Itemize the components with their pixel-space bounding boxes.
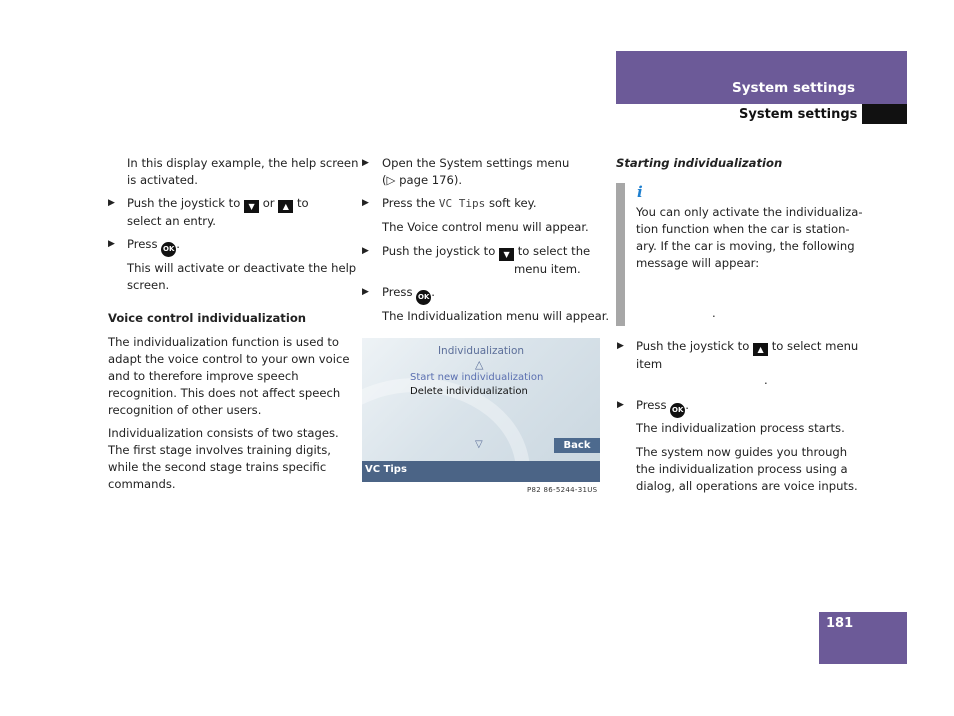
bullet-icon: ▶	[617, 341, 624, 351]
arrow-up-icon: ▲	[753, 343, 768, 356]
menu-item-delete: Delete individualization	[410, 386, 528, 397]
step-result: The Individualization menu will appear.	[382, 309, 610, 323]
step-press-ok: Press OK .	[127, 236, 180, 257]
screen-title: Individualization	[437, 345, 525, 357]
bullet-icon: ▶	[362, 246, 369, 256]
bullet-icon: ▶	[108, 239, 115, 249]
step-result: The Voice control menu will appear.	[382, 220, 589, 234]
menu-item-start: Start new individualization	[410, 372, 544, 383]
step-press-ok: Press OK .	[382, 284, 435, 305]
arrow-down-icon: ▼	[499, 248, 514, 261]
scroll-up-icon: △	[475, 358, 484, 371]
intro-text: In this display example, the help screen is activated.	[127, 156, 359, 187]
step-open-menu: Open the System settings menu (▷ page 176).	[382, 156, 570, 187]
bullet-icon: ▶	[108, 198, 115, 208]
note-text: You can only activate the individualiza- tion function when the car is station- ary. If the car is moving, the following message will appear:	[636, 205, 863, 270]
ok-icon: OK	[161, 242, 176, 257]
section-marker	[862, 104, 907, 124]
section-title: System settings	[739, 107, 858, 122]
step-result: This will activate or deactivate the help screen.	[127, 261, 357, 292]
voice-control-heading: Voice control individualization	[108, 311, 307, 325]
softkey-bar	[362, 461, 600, 482]
step-select-item: Push the joystick to ▼ to select the menu item.	[382, 244, 591, 276]
figure-reference: P82 86-5244-31US	[527, 486, 598, 494]
voice-control-paragraph: The individualization function is used to adapt the voice control to your own voice and to therefore improve speech recognition. This does not affect speech recognition of other users.	[108, 335, 350, 417]
bullet-icon: ▶	[362, 198, 369, 208]
info-icon: i	[637, 183, 643, 201]
ok-icon: OK	[416, 290, 431, 305]
step-result: The individualization process starts.	[636, 421, 845, 435]
bullet-icon: ▶	[362, 287, 369, 297]
display-screenshot	[362, 338, 600, 482]
guide-paragraph: The system now guides you through the individualization process using a dialog, all operations are voice inputs.	[636, 445, 858, 493]
stages-paragraph: Individualization consists of two stages. The first stage involves training digits, while the second stage trains specific commands.	[108, 426, 339, 491]
step-end: .	[764, 373, 768, 387]
vc-tips-softkey: VC Tips	[365, 464, 407, 475]
note-bar	[616, 183, 625, 326]
arrow-down-icon: ▼	[244, 200, 259, 213]
softkey-label: VC Tips	[438, 197, 486, 210]
chapter-title: System settings	[732, 80, 855, 96]
step-select-entry: Push the joystick to ▼ or ▲ to select an entry.	[127, 196, 309, 228]
arrow-up-icon: ▲	[278, 200, 293, 213]
page-number-tab	[819, 612, 907, 664]
back-softkey: Back	[554, 438, 600, 453]
bullet-icon: ▶	[617, 400, 624, 410]
page-number: 181	[826, 616, 854, 631]
step-select-menu-item: Push the joystick to ▲ to select menu item	[636, 339, 859, 371]
scroll-down-icon: ▽	[475, 439, 483, 450]
chapter-header	[616, 51, 907, 104]
step-softkey: Press the VC Tips soft key.	[382, 196, 537, 210]
starting-heading: Starting individualization	[616, 156, 783, 170]
step-press-ok: Press OK .	[636, 397, 689, 418]
ok-icon: OK	[670, 403, 685, 418]
bullet-icon: ▶	[362, 158, 369, 168]
note-end: .	[712, 306, 716, 320]
